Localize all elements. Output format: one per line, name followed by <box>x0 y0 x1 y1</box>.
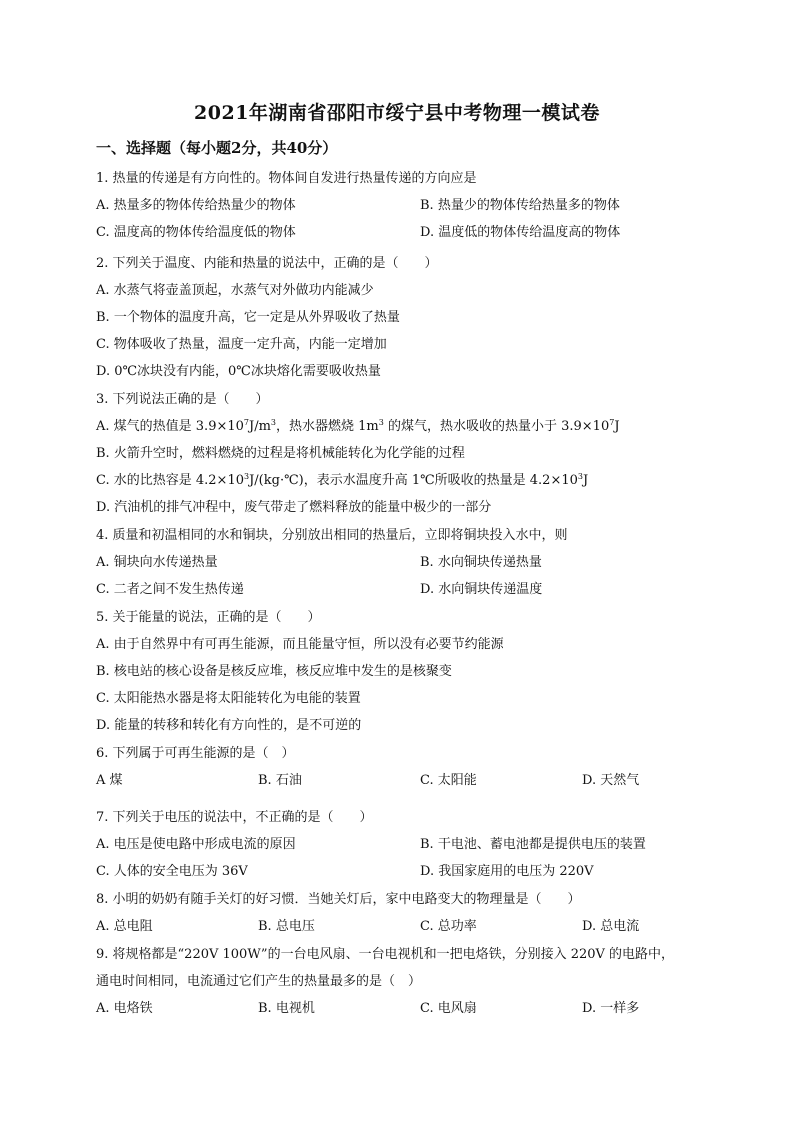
question-7-stem: 7. 下列关于电压的说法中，不正确的是（ ） <box>96 810 373 825</box>
question-2-option-a: A. 水蒸气将壶盖顶起，水蒸气对外做功内能减少 <box>96 283 374 298</box>
question-5-option-c: C. 太阳能热水器是将太阳能转化为电能的装置 <box>96 691 361 706</box>
question-4-stem: 4. 质量和初温相同的水和铜块，分别放出相同的热量后，立即将铜块投入水中，则 <box>96 528 568 543</box>
question-9-option-d: D. 一样多 <box>582 1001 640 1016</box>
question-2-option-c: C. 物体吸收了热量，温度一定升高，内能一定增加 <box>96 337 387 352</box>
exam-title: 2021年湖南省邵阳市绥宁县中考物理一模试卷 <box>194 102 600 124</box>
question-8-option-c: C. 总功率 <box>420 919 477 934</box>
question-7-option-b: B. 干电池、蓄电池都是提供电压的装置 <box>420 837 646 852</box>
question-1-option-b: B. 热量少的物体传给热量多的物体 <box>420 198 620 213</box>
question-4-option-b: B. 水向铜块传递热量 <box>420 555 542 570</box>
question-7-option-c: C. 人体的安全电压为 36V <box>96 864 248 879</box>
question-4-option-c: C. 二者之间不发生热传递 <box>96 582 244 597</box>
question-4-option-d: D. 水向铜块传递温度 <box>420 582 543 597</box>
question-1-stem: 1. 热量的传递是有方向性的。物体间自发进行热量传递的方向应是 <box>96 171 477 186</box>
question-9-option-c: C. 电风扇 <box>420 1001 477 1016</box>
question-1-option-c: C. 温度高的物体传给温度低的物体 <box>96 225 296 240</box>
question-9-option-b: B. 电视机 <box>258 1001 315 1016</box>
question-5-option-a: A. 由于自然界中有可再生能源，而且能量守恒，所以没有必要节约能源 <box>96 637 504 652</box>
question-6-option-c: C. 太阳能 <box>420 773 477 788</box>
question-3-stem: 3. 下列说法正确的是（ ） <box>96 392 269 407</box>
question-1-option-a: A. 热量多的物体传给热量少的物体 <box>96 198 296 213</box>
question-7-option-d: D. 我国家庭用的电压为 220V <box>420 864 594 879</box>
question-3-option-d: D. 汽油机的排气冲程中，废气带走了燃料释放的能量中极少的一部分 <box>96 500 492 515</box>
question-2-option-d: D. 0℃冰块没有内能，0℃冰块熔化需要吸收热量 <box>96 364 381 379</box>
question-6-option-a: A 煤 <box>96 773 123 788</box>
section-heading: 一、选择题（每小题2分，共40分） <box>96 139 338 157</box>
question-3-option-a: A. 煤气的热值是 $3.9\times 10^7J/m^3$，热水器燃烧 $1m^3$ 的煤气，热水吸收的热量小于 $3.9\times 10^7J$ <box>96 418 620 434</box>
question-8-option-b: B. 总电压 <box>258 919 315 934</box>
question-9-stem-line-2: 通电时间相同，电流通过它们产生的热量最多的是（ ） <box>96 974 422 989</box>
question-8-option-d: D. 总电流 <box>582 919 640 934</box>
question-3-option-c: C. 水的比热容是 $4.2\times 10^3J/(kg\cdot℃)$，表示水温度升高 1℃所吸收的热量是 $4.2\times 10^3J$ <box>96 472 589 488</box>
question-6-stem: 6. 下列属于可再生能源的是（ ） <box>96 746 295 761</box>
question-6-option-d: D. 天然气 <box>582 773 640 788</box>
question-5-stem: 5. 关于能量的说法，正确的是（ ） <box>96 610 321 625</box>
question-7-option-a: A. 电压是使电路中形成电流的原因 <box>96 837 296 852</box>
question-3-option-b: B. 火箭升空时，燃料燃烧的过程是将机械能转化为化学能的过程 <box>96 446 465 461</box>
question-5-option-b: B. 核电站的核心设备是核反应堆，核反应堆中发生的是核聚变 <box>96 664 452 679</box>
question-8-option-a: A. 总电阻 <box>96 919 153 934</box>
question-5-option-d: D. 能量的转移和转化有方向性的，是不可逆的 <box>96 718 362 733</box>
question-2-option-b: B. 一个物体的温度升高，它一定是从外界吸收了热量 <box>96 310 400 325</box>
question-1-option-d: D. 温度低的物体传给温度高的物体 <box>420 225 621 240</box>
question-4-option-a: A. 铜块向水传递热量 <box>96 555 218 570</box>
question-9-option-a: A. 电烙铁 <box>96 1001 153 1016</box>
question-6-option-b: B. 石油 <box>258 773 302 788</box>
question-2-stem: 2. 下列关于温度、内能和热量的说法中，正确的是（ ） <box>96 256 438 271</box>
question-9-stem-line-1: 9. 将规格都是“220V 100W”的一台电风扇、一台电视机和一把电烙铁，分别接入 220V 的电路中， <box>96 947 675 962</box>
question-8-stem: 8. 小明的奶奶有随手关灯的好习惯．当她关灯后，家中电路变大的物理量是（ ） <box>96 892 581 907</box>
